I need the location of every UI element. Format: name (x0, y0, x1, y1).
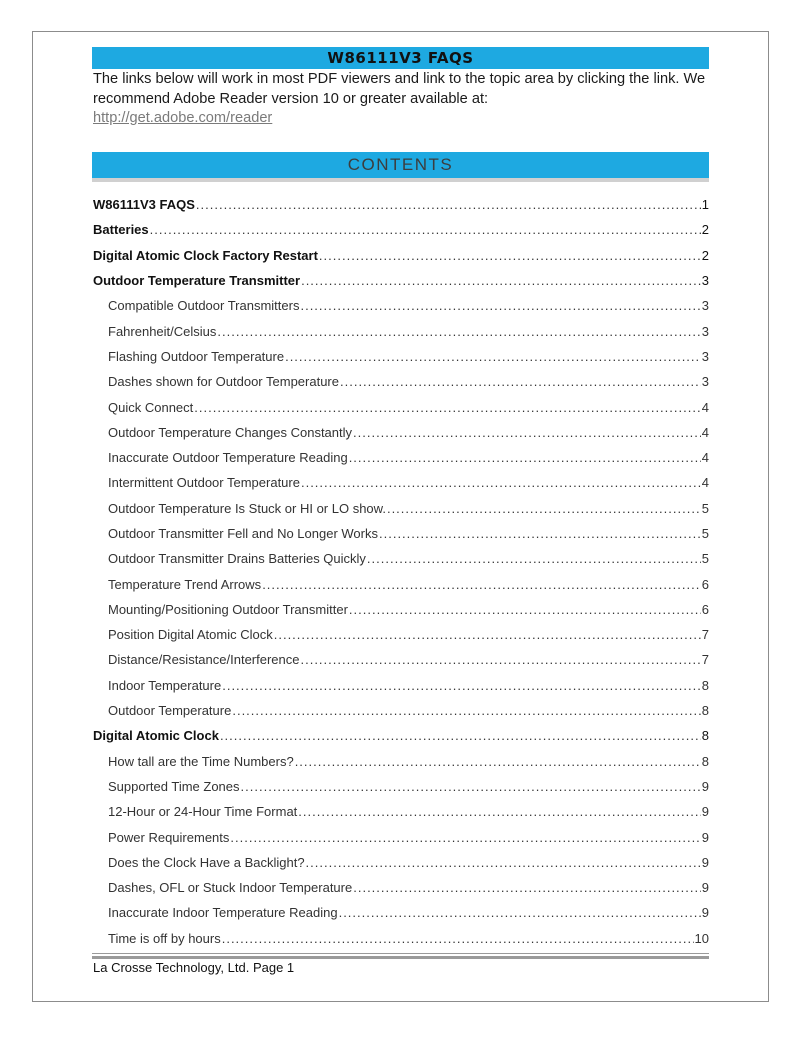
toc-entry[interactable] (93, 521, 709, 546)
toc-entry-label: Position Digital Atomic Clock (108, 627, 273, 643)
toc-entry-label: Outdoor Temperature Changes Constantly (108, 424, 353, 440)
toc-leader-dots (340, 374, 701, 389)
toc-entry-label: Mounting/Positioning Outdoor Transmitter (108, 601, 348, 617)
toc-entry-label: Inaccurate Outdoor Temperature Reading (108, 450, 348, 466)
toc-entry-page: 6 (701, 576, 709, 592)
toc-entry-page: 4 (701, 424, 709, 440)
toc-leader-dots (230, 830, 700, 845)
page-footer: La Crosse Technology, Ltd. Page 1 (93, 960, 295, 975)
toc-entry-label: Outdoor Temperature Is Stuck or HI or LO show. (108, 500, 386, 516)
toc-entry[interactable] (93, 875, 709, 900)
toc-entry[interactable] (93, 926, 709, 951)
toc-leader-dots (285, 349, 701, 364)
toc-leader-dots (295, 754, 701, 769)
toc-entry[interactable] (93, 344, 709, 369)
toc-entry-label: Temperature Trend Arrows (108, 576, 262, 592)
toc-entry-label: Does the Clock Have a Backlight? (108, 854, 305, 870)
toc-leader-dots (220, 728, 701, 743)
toc-entry[interactable] (93, 496, 709, 521)
toc-entry[interactable] (93, 243, 709, 268)
toc-entry-label: Outdoor Temperature (108, 703, 232, 719)
toc-entry-label: Batteries (93, 222, 149, 238)
toc-entry-label: Dashes, OFL or Stuck Indoor Temperature (108, 880, 353, 896)
toc-entry[interactable] (93, 445, 709, 470)
toc-entry[interactable] (93, 774, 709, 799)
toc-entry[interactable] (93, 673, 709, 698)
toc-entry-label: Intermittent Outdoor Temperature (108, 475, 300, 491)
toc-entry-page: 5 (701, 526, 709, 541)
toc-entry[interactable] (93, 647, 709, 672)
toc-entry-page: 9 (701, 804, 709, 820)
toc-entry-page: 6 (701, 601, 709, 617)
toc-leader-dots (353, 880, 701, 895)
toc-entry-label: Distance/Resistance/Interference (108, 652, 300, 668)
toc-entry-page: 8 (701, 728, 709, 744)
toc-entry[interactable] (93, 546, 709, 571)
toc-entry-label: Digital Atomic Clock Factory Restart (93, 247, 318, 263)
toc-entry-page: 2 (701, 222, 709, 238)
toc-leader-dots (353, 425, 701, 440)
toc-entry[interactable] (93, 394, 709, 419)
toc-entry-page: 9 (701, 829, 709, 845)
toc-entry-label: Outdoor Transmitter Fell and No Longer Works (108, 526, 378, 541)
toc-entry-label: Supported Time Zones (108, 778, 240, 794)
toc-leader-dots (379, 526, 701, 541)
toc-entry-page: 3 (701, 348, 709, 364)
toc-entry[interactable] (93, 369, 709, 394)
toc-leader-dots (222, 678, 701, 693)
contents-rule (92, 178, 709, 182)
toc-entry[interactable] (93, 749, 709, 774)
toc-entry-page: 3 (701, 323, 709, 339)
toc-leader-dots (339, 905, 701, 920)
toc-entry-label: Compatible Outdoor Transmitters (108, 298, 300, 314)
toc-entry[interactable] (93, 597, 709, 622)
toc-entry[interactable] (93, 799, 709, 824)
toc-entry-page: 8 (701, 753, 709, 769)
toc-entry-label: Power Requirements (108, 829, 230, 845)
adobe-reader-link[interactable]: http://get.adobe.com/reader (93, 110, 273, 126)
toc-leader-dots (301, 273, 701, 288)
toc-entry-label: Outdoor Temperature Transmitter (93, 273, 301, 289)
toc-leader-dots (298, 804, 700, 819)
toc-entry[interactable] (93, 217, 709, 242)
document-title: W86111V3 FAQS (92, 47, 709, 69)
toc-entry[interactable] (93, 293, 709, 318)
toc-entry-page: 3 (701, 298, 709, 314)
toc-entry-label: Outdoor Transmitter Drains Batteries Quickly (108, 551, 366, 567)
toc-entry-label: 12-Hour or 24-Hour Time Format (108, 804, 298, 820)
toc-leader-dots (367, 551, 701, 566)
toc-entry[interactable] (93, 622, 709, 647)
toc-entry-page: 3 (701, 273, 709, 289)
toc-entry-label: W86111V3 FAQS (93, 197, 195, 213)
toc-entry[interactable] (93, 268, 709, 293)
toc-leader-dots (196, 197, 701, 212)
toc-entry[interactable] (93, 850, 709, 875)
intro-text: The links below will work in most PDF viewers and link to the topic area by clicking the link. We recommend Adobe Reader version 10 or greater available at: (93, 71, 706, 107)
toc-entry-page: 9 (701, 905, 709, 921)
toc-entry[interactable] (93, 723, 709, 748)
toc-leader-dots (274, 627, 701, 642)
toc-entry-page: 7 (701, 652, 709, 668)
toc-entry-label: Fahrenheit/Celsius (108, 323, 217, 339)
toc-entry-page: 5 (701, 500, 709, 516)
contents-heading: CONTENTS (92, 152, 709, 178)
toc-entry-label: Time is off by hours (108, 930, 221, 946)
footer-rule (92, 953, 709, 954)
toc-leader-dots (319, 248, 701, 263)
toc-entry-label: Digital Atomic Clock (93, 728, 219, 744)
toc-leader-dots (387, 501, 701, 516)
toc-entry-page: 1 (701, 197, 709, 213)
footer-rule-thick (92, 956, 709, 959)
toc-entry[interactable] (93, 900, 709, 925)
toc-entry-page: 4 (701, 450, 709, 466)
toc-leader-dots (222, 931, 694, 946)
toc-entry[interactable] (93, 192, 709, 217)
table-of-contents (93, 192, 709, 951)
toc-leader-dots (306, 855, 701, 870)
toc-entry-page: 4 (701, 399, 709, 415)
toc-leader-dots (150, 222, 701, 237)
toc-entry-label: Indoor Temperature (108, 677, 222, 693)
toc-entry[interactable] (93, 824, 709, 849)
toc-entry-page: 7 (701, 627, 709, 643)
toc-entry-label: How tall are the Time Numbers? (108, 753, 294, 769)
toc-entry-label: Dashes shown for Outdoor Temperature (108, 374, 339, 390)
toc-entry-page: 8 (701, 703, 709, 719)
toc-leader-dots (300, 298, 700, 313)
toc-entry-label: Inaccurate Indoor Temperature Reading (108, 905, 338, 921)
toc-entry[interactable] (93, 420, 709, 445)
toc-entry-label: Flashing Outdoor Temperature (108, 348, 285, 364)
toc-entry[interactable] (93, 571, 709, 596)
toc-entry[interactable] (93, 318, 709, 343)
toc-leader-dots (300, 652, 700, 667)
toc-entry-page: 9 (701, 778, 709, 794)
toc-entry-page: 4 (701, 475, 709, 491)
toc-entry-page: 8 (701, 677, 709, 693)
toc-leader-dots (301, 475, 701, 490)
toc-entry-page: 9 (701, 880, 709, 896)
intro-paragraph (93, 70, 708, 129)
toc-entry-page: 5 (701, 551, 709, 567)
toc-leader-dots (232, 703, 700, 718)
toc-entry-page: 2 (701, 247, 709, 263)
toc-entry-page: 10 (694, 930, 709, 946)
toc-leader-dots (262, 577, 701, 592)
toc-leader-dots (349, 602, 701, 617)
toc-leader-dots (241, 779, 701, 794)
toc-leader-dots (349, 450, 701, 465)
toc-leader-dots (217, 324, 700, 339)
toc-leader-dots (194, 400, 701, 415)
toc-entry-label: Quick Connect (108, 399, 194, 415)
toc-entry[interactable] (93, 470, 709, 495)
toc-entry-page: 3 (701, 374, 709, 390)
toc-entry[interactable] (93, 698, 709, 723)
toc-entry-page: 9 (701, 854, 709, 870)
